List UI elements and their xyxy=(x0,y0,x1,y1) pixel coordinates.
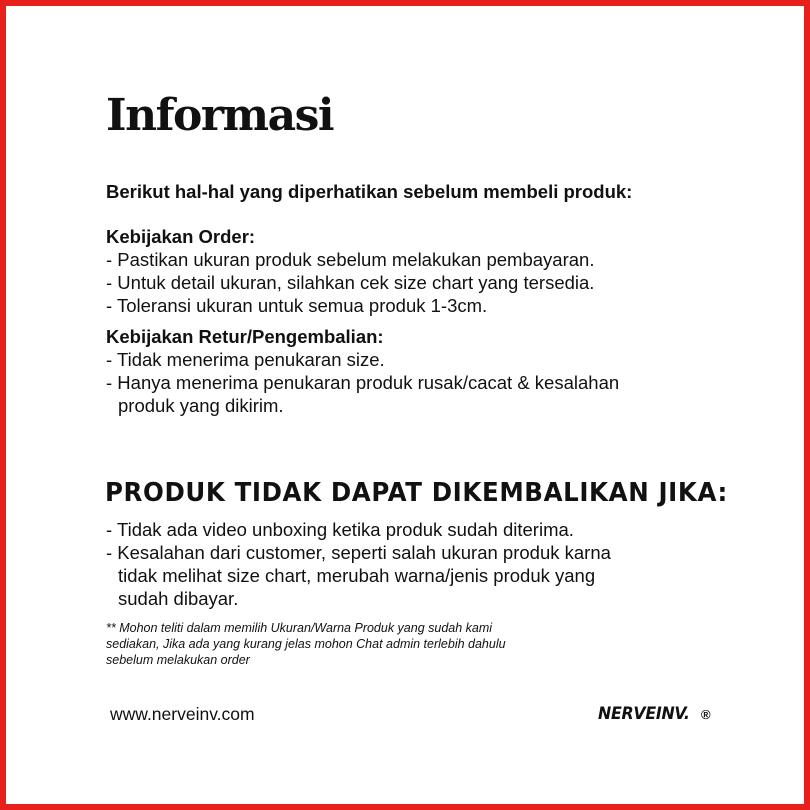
footnote-line: sebelum melakukan order xyxy=(106,653,250,667)
footnote xyxy=(106,620,626,668)
return-policy-heading: Kebijakan Retur/Pengembalian: xyxy=(106,326,384,347)
list-item: - Toleransi ukuran untuk semua produk 1-3cm. xyxy=(106,295,488,316)
list-item: - Kesalahan dari customer, seperti salah ukuran produk karna tidak melihat size chart, merubah warna/jenis produk yang sudah dibayar. xyxy=(106,542,611,609)
brand-name: NERVEINV. xyxy=(598,704,690,724)
order-policy-heading: Kebijakan Order: xyxy=(106,226,256,247)
list-item: - Hanya menerima penukaran produk rusak/cacat & kesalahan produk yang dikirim. xyxy=(106,372,620,416)
website-url: www.nerveinv.com xyxy=(110,704,255,724)
non-returnable-section xyxy=(106,518,611,610)
intro-text: Berikut hal-hal yang diperhatikan sebelum membeli produk: xyxy=(106,181,633,202)
non-returnable-list xyxy=(106,518,611,610)
footnote-line: ** Mohon teliti dalam memilih Ukuran/Warna Produk yang sudah kami xyxy=(106,621,493,635)
registered-mark-icon: ® xyxy=(701,707,711,722)
list-item: - Pastikan ukuran produk sebelum melakukan pembayaran. xyxy=(106,249,595,270)
return-policy-section xyxy=(106,325,619,417)
list-item: - Tidak ada video unboxing ketika produk sudah diterima. xyxy=(106,519,574,540)
brand-logo xyxy=(598,703,711,726)
order-policy-list xyxy=(106,248,594,317)
order-policy-section xyxy=(106,225,594,317)
list-item: - Untuk detail ukuran, silahkan cek size chart yang tersedia. xyxy=(106,272,595,293)
non-returnable-heading: PRODUK TIDAK DAPAT DIKEMBALIKAN JIKA: xyxy=(105,477,728,508)
page-title: Informasi xyxy=(106,90,334,141)
list-item: - Tidak menerima penukaran size. xyxy=(106,349,385,370)
return-policy-list xyxy=(106,348,619,417)
footnote-line: sediakan, Jika ada yang kurang jelas mohon Chat admin terlebih dahulu xyxy=(106,637,506,651)
